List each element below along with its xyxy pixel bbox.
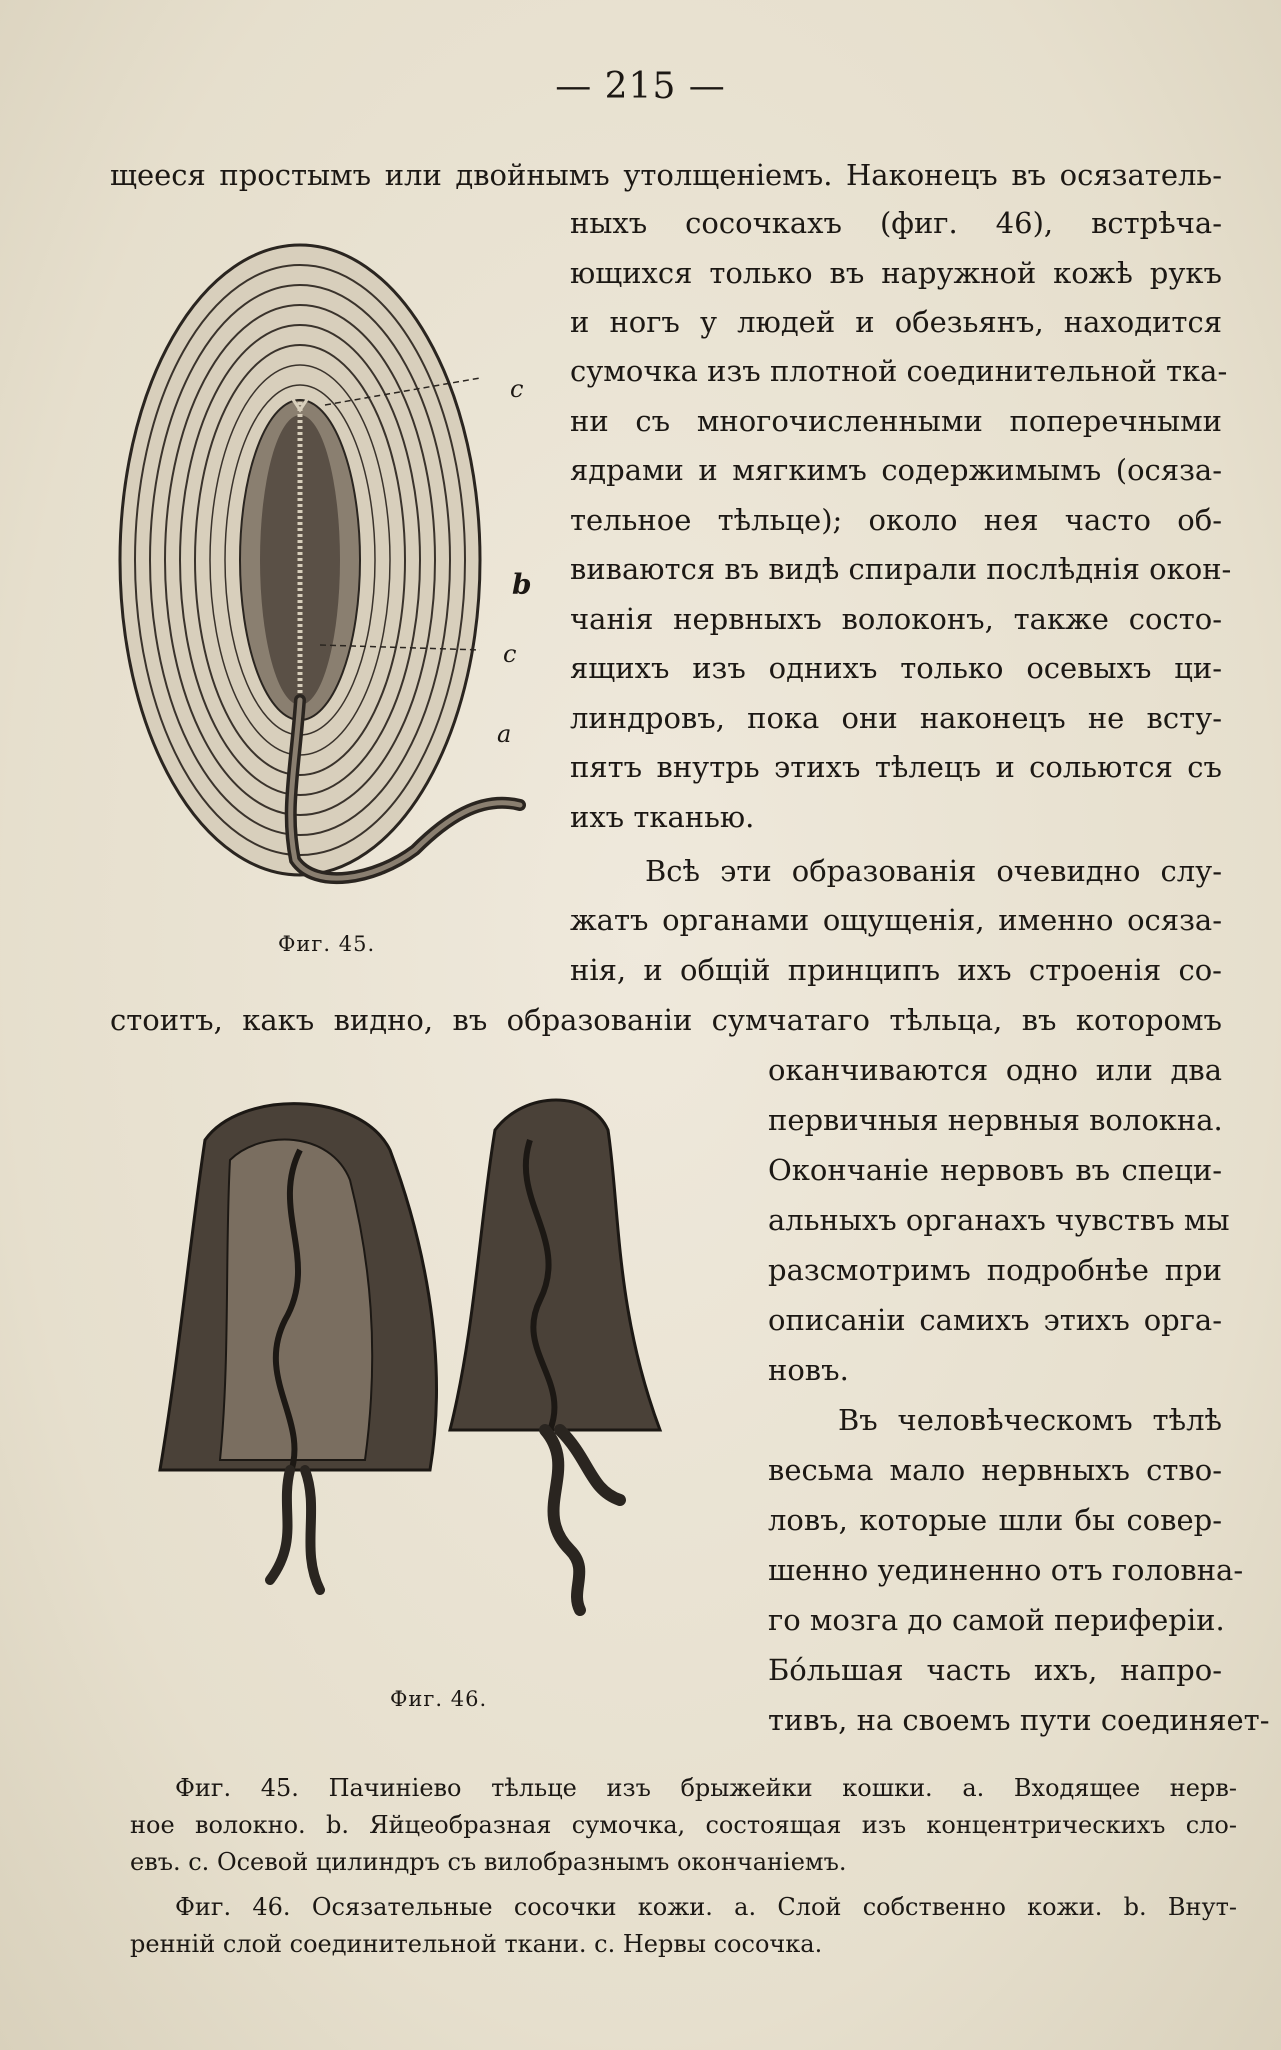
body-line: щееся простымъ или двойнымъ утолщеніемъ. Наконецъ въ осязатель- <box>110 158 1222 192</box>
body-line: альныхъ органахъ чувствъ мы <box>768 1203 1230 1237</box>
footnote-line: Фиг. 45. Пачиніево тѣльце изъ брыжейки кошки. a. Входящее нерв- <box>175 1774 1237 1802</box>
body-line: тельное тѣльце); около нея часто об- <box>570 503 1222 537</box>
body-line: ни съ многочисленными поперечными <box>570 404 1222 438</box>
body-line: ныхъ сосочкахъ (фиг. 46), встрѣча- <box>570 206 1222 240</box>
body-line: нія, и общій принципъ ихъ строенія со- <box>570 953 1222 987</box>
body-line: и ногъ у людей и обезьянъ, находится <box>570 305 1222 339</box>
body-line: пятъ внутрь этихъ тѣлецъ и сольются съ <box>570 750 1222 784</box>
fig45-label-a: a <box>497 720 512 748</box>
body-line: шенно уединенно отъ головна- <box>768 1553 1244 1587</box>
body-line: ихъ тканью. <box>570 800 755 834</box>
body-line: Бо́льшая часть ихъ, напро- <box>768 1653 1222 1687</box>
body-line: Всѣ эти образованія очевидно слу- <box>645 854 1222 888</box>
body-line: виваются въ видѣ спирали послѣднія окон- <box>570 552 1232 586</box>
body-line: Окончаніе нервовъ въ специ- <box>768 1153 1222 1187</box>
footnote-line: ное волокно. b. Яйцеобразная сумочка, состоящая изъ концентрическихъ сло- <box>130 1811 1237 1839</box>
footnote-line: ренній слой соединительной ткани. c. Нервы сосочка. <box>130 1930 823 1958</box>
tactile-papilla-left <box>160 1104 436 1590</box>
footnote-line: Фиг. 46. Осязательные сосочки кожи. a. Слой собственно кожи. b. Внут- <box>175 1893 1237 1921</box>
body-line: ловъ, которые шли бы совер- <box>768 1503 1222 1537</box>
body-line: новъ. <box>768 1353 849 1387</box>
body-line: первичныя нервныя волокна. <box>768 1103 1223 1137</box>
body-line: го мозга до самой периферіи. <box>768 1603 1225 1637</box>
body-line: разсмотримъ подробнѣе при <box>768 1253 1222 1287</box>
figure-46-illustration <box>150 1090 690 1620</box>
body-line: тивъ, на своемъ пути соединяет- <box>768 1703 1270 1737</box>
body-line: жатъ органами ощущенія, именно осяза- <box>570 903 1222 937</box>
figure-45-caption: Фиг. 45. <box>278 932 376 956</box>
fig45-label-c-top: c <box>510 375 524 403</box>
figure-46-caption: Фиг. 46. <box>390 1687 488 1711</box>
body-line: весьма мало нервныхъ ство- <box>768 1453 1222 1487</box>
footnote-line: евъ. c. Осевой цилиндръ съ вилобразнымъ окончаніемъ. <box>130 1848 847 1876</box>
fig45-label-c-bottom: c <box>503 640 517 668</box>
body-line: ящихъ изъ однихъ только осевыхъ ци- <box>570 651 1222 685</box>
body-line: ющихся только въ наружной кожѣ рукъ <box>570 256 1222 290</box>
body-line: чанія нервныхъ волоконъ, также состо- <box>570 602 1222 636</box>
body-line: оканчиваются одно или два <box>768 1053 1222 1087</box>
body-line: Въ человѣческомъ тѣлѣ <box>838 1403 1222 1437</box>
body-line: сумочка изъ плотной соединительной тка- <box>570 354 1228 388</box>
figure-45-illustration <box>95 230 555 920</box>
pacinian-corpuscle-illustration <box>120 245 520 878</box>
body-line: стоитъ, какъ видно, въ образованіи сумчатаго тѣльца, въ которомъ <box>110 1003 1222 1037</box>
body-line: линдровъ, пока они наконецъ не всту- <box>570 701 1222 735</box>
page-number: — 215 — <box>555 66 726 107</box>
body-line: описаніи самихъ этихъ орга- <box>768 1303 1222 1337</box>
body-line: ядрами и мягкимъ содержимымъ (осяза- <box>570 453 1222 487</box>
fig45-label-b: b <box>512 568 532 601</box>
tactile-papilla-right <box>450 1100 660 1610</box>
